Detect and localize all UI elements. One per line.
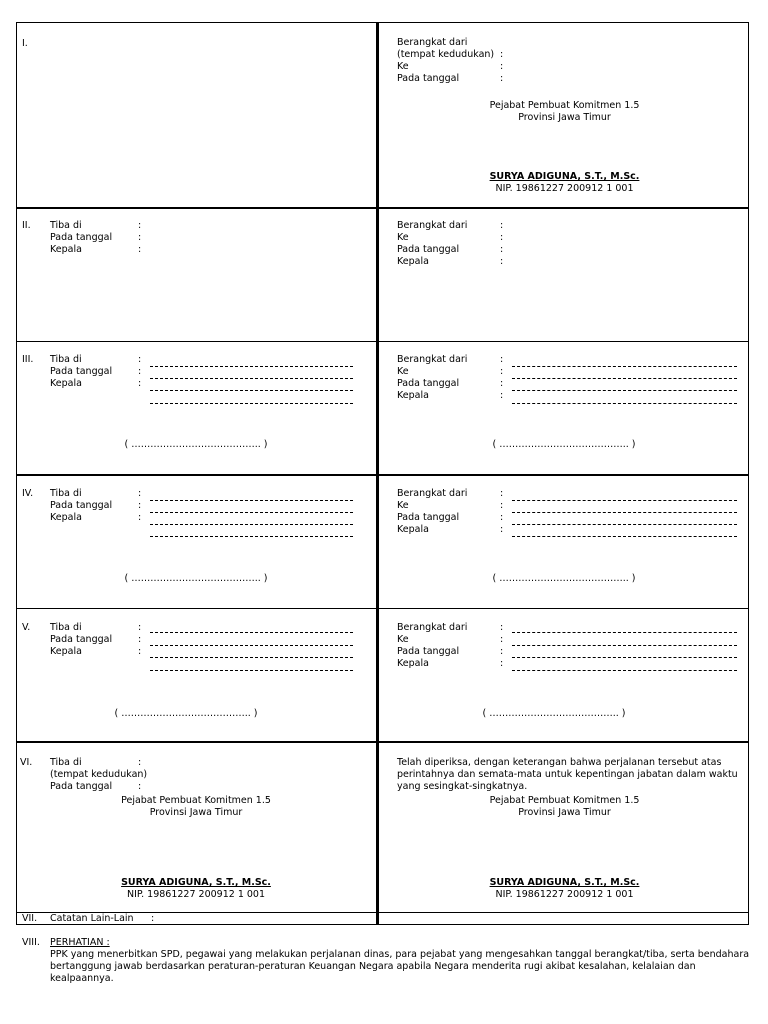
fill-line — [150, 500, 353, 501]
label-pada-tanggal: Pada tanggal — [50, 366, 113, 377]
row-divider-3 — [16, 474, 749, 476]
colon: : — [138, 232, 142, 243]
perhatian-title: PERHATIAN : — [50, 937, 110, 948]
fill-line — [150, 645, 353, 646]
label-kepala: Kepala — [397, 390, 429, 401]
label-berangkat-dari: Berangkat dari — [397, 622, 468, 633]
colon: : — [138, 757, 142, 768]
signature-placeholder: ( ………………………………….. ) — [124, 573, 268, 584]
fill-line — [150, 378, 353, 379]
fill-line — [150, 632, 353, 633]
fill-line — [512, 657, 737, 658]
label-catatan-lain-lain: Catatan Lain-Lain — [50, 913, 134, 924]
colon: : — [500, 73, 504, 84]
label-pada-tanggal: Pada tanggal — [397, 378, 460, 389]
signature-placeholder: ( ………………………………….. ) — [114, 708, 258, 719]
official-nip: NIP. 19861227 200912 1 001 — [495, 889, 634, 900]
colon: : — [500, 524, 504, 535]
colon: : — [500, 366, 504, 377]
label-tiba-di: Tiba di — [50, 757, 82, 768]
section-number: IV. — [22, 488, 34, 499]
label-kepala: Kepala — [397, 658, 429, 669]
colon: : — [500, 244, 504, 255]
fill-line — [512, 500, 737, 501]
signature-placeholder: ( ………………………………….. ) — [492, 439, 636, 450]
label-kepala: Kepala — [50, 512, 82, 523]
fill-line — [512, 403, 737, 404]
label-kepala: Kepala — [397, 256, 429, 267]
section-number: VII. — [22, 913, 38, 924]
colon: : — [500, 512, 504, 523]
label-kepala: Kepala — [50, 244, 82, 255]
label-pada-tanggal: Pada tanggal — [50, 232, 113, 243]
label-ke: Ke — [397, 366, 409, 377]
section-number: III. — [22, 354, 34, 365]
fill-line — [150, 657, 353, 658]
label-berangkat-dari: Berangkat dari — [397, 354, 468, 365]
section-number: V. — [22, 622, 31, 633]
fill-line — [512, 378, 737, 379]
colon: : — [500, 256, 504, 267]
colon: : — [138, 622, 142, 633]
label-pada-tanggal: Pada tanggal — [397, 646, 460, 657]
fill-line — [150, 512, 353, 513]
fill-line — [512, 512, 737, 513]
fill-line — [512, 670, 737, 671]
official-name: SURYA ADIGUNA, S.T., M.Sc. — [121, 877, 271, 888]
colon: : — [500, 622, 504, 633]
label-tiba-di: Tiba di — [50, 488, 82, 499]
colon: : — [500, 500, 504, 511]
colon: : — [138, 512, 142, 523]
label-kepala: Kepala — [50, 378, 82, 389]
colon: : — [138, 781, 142, 792]
fill-line — [150, 403, 353, 404]
colon: : — [500, 634, 504, 645]
official-province: Provinsi Jawa Timur — [518, 112, 611, 123]
fill-line — [150, 366, 353, 367]
section-number: II. — [22, 220, 31, 231]
fill-line — [150, 390, 353, 391]
colon: : — [500, 232, 504, 243]
colon: : — [500, 488, 504, 499]
fill-line — [512, 366, 737, 367]
fill-line — [150, 524, 353, 525]
colon: : — [138, 634, 142, 645]
telah-diperiksa-line-3: yang sesingkat-singkatnya. — [397, 781, 528, 792]
fill-line — [512, 632, 737, 633]
label-pada-tanggal: Pada tanggal — [50, 500, 113, 511]
colon: : — [151, 913, 155, 924]
row-divider-1 — [16, 207, 749, 209]
signature-placeholder: ( ………………………………….. ) — [482, 708, 626, 719]
label-tempat-kedudukan: (tempat kedudukan) — [50, 769, 148, 780]
row-divider-2 — [16, 341, 749, 342]
official-title: Pejabat Pembuat Komitmen 1.5 — [121, 795, 271, 806]
colon: : — [500, 49, 504, 60]
colon: : — [138, 354, 142, 365]
label-kepala: Kepala — [50, 646, 82, 657]
row-divider-5 — [16, 741, 749, 743]
colon: : — [138, 488, 142, 499]
official-nip: NIP. 19861227 200912 1 001 — [126, 889, 266, 900]
telah-diperiksa-line-1: Telah diperiksa, dengan keterangan bahwa perjalanan tersebut atas — [397, 757, 722, 768]
label-ke: Ke — [397, 634, 409, 645]
label-kepala: Kepala — [397, 524, 429, 535]
label-tiba-di: Tiba di — [50, 622, 82, 633]
fill-line — [512, 645, 737, 646]
signature-placeholder: ( ………………………………….. ) — [492, 573, 636, 584]
official-name: SURYA ADIGUNA, S.T., M.Sc. — [489, 877, 640, 888]
fill-line — [150, 670, 353, 671]
section-number: VI. — [20, 757, 33, 768]
label-ke: Ke — [397, 61, 409, 72]
fill-line — [150, 536, 353, 537]
label-pada-tanggal: Pada tanggal — [50, 634, 113, 645]
label-tiba-di: Tiba di — [50, 354, 82, 365]
official-name: SURYA ADIGUNA, S.T., M.Sc. — [489, 171, 640, 182]
colon: : — [500, 646, 504, 657]
colon: : — [138, 366, 142, 377]
label-pada-tanggal: Pada tanggal — [397, 73, 460, 84]
label-pada-tanggal: Pada tanggal — [397, 244, 460, 255]
label-ke: Ke — [397, 232, 409, 243]
colon: : — [138, 378, 142, 389]
colon: : — [138, 500, 142, 511]
label-berangkat-dari: Berangkat dari — [397, 488, 468, 499]
colon: : — [138, 646, 142, 657]
label-pada-tanggal: Pada tanggal — [397, 512, 460, 523]
official-province: Provinsi Jawa Timur — [149, 807, 243, 818]
official-province: Provinsi Jawa Timur — [518, 807, 611, 818]
colon: : — [138, 220, 142, 231]
official-nip: NIP. 19861227 200912 1 001 — [495, 183, 634, 194]
colon: : — [500, 390, 504, 401]
fill-line — [512, 524, 737, 525]
label-berangkat-dari: Berangkat dari — [397, 220, 468, 231]
colon: : — [500, 658, 504, 669]
section-number: I. — [22, 38, 28, 49]
perhatian-text: PPK yang menerbitkan SPD, pegawai yang melakukan perjalanan dinas, para pejabat yang mengesahkan tanggal berangkat/tiba, serta bendahara bertanggung jawab berdasarkan peraturan-peraturan Keuangan Negara apabila Negara menderita rugi akibat kesalahan, kelalaian dan kealpaannya. — [50, 949, 750, 984]
colon: : — [500, 378, 504, 389]
colon: : — [500, 354, 504, 365]
fill-line — [512, 390, 737, 391]
official-title: Pejabat Pembuat Komitmen 1.5 — [489, 100, 640, 111]
colon: : — [138, 244, 142, 255]
fill-line — [512, 536, 737, 537]
colon: : — [500, 61, 504, 72]
official-title: Pejabat Pembuat Komitmen 1.5 — [489, 795, 640, 806]
telah-diperiksa-line-2: perintahnya dan semata-mata untuk kepentingan jabatan dalam waktu — [397, 769, 738, 780]
label-tempat-kedudukan: (tempat kedudukan) — [397, 49, 495, 60]
label-tiba-di: Tiba di — [50, 220, 82, 231]
label-ke: Ke — [397, 500, 409, 511]
signature-placeholder: ( ………………………………….. ) — [124, 439, 268, 450]
row-divider-4 — [16, 608, 749, 609]
colon: : — [500, 220, 504, 231]
label-berangkat-dari: Berangkat dari — [397, 37, 468, 48]
label-pada-tanggal: Pada tanggal — [50, 781, 113, 792]
section-number: VIII. — [22, 937, 40, 948]
